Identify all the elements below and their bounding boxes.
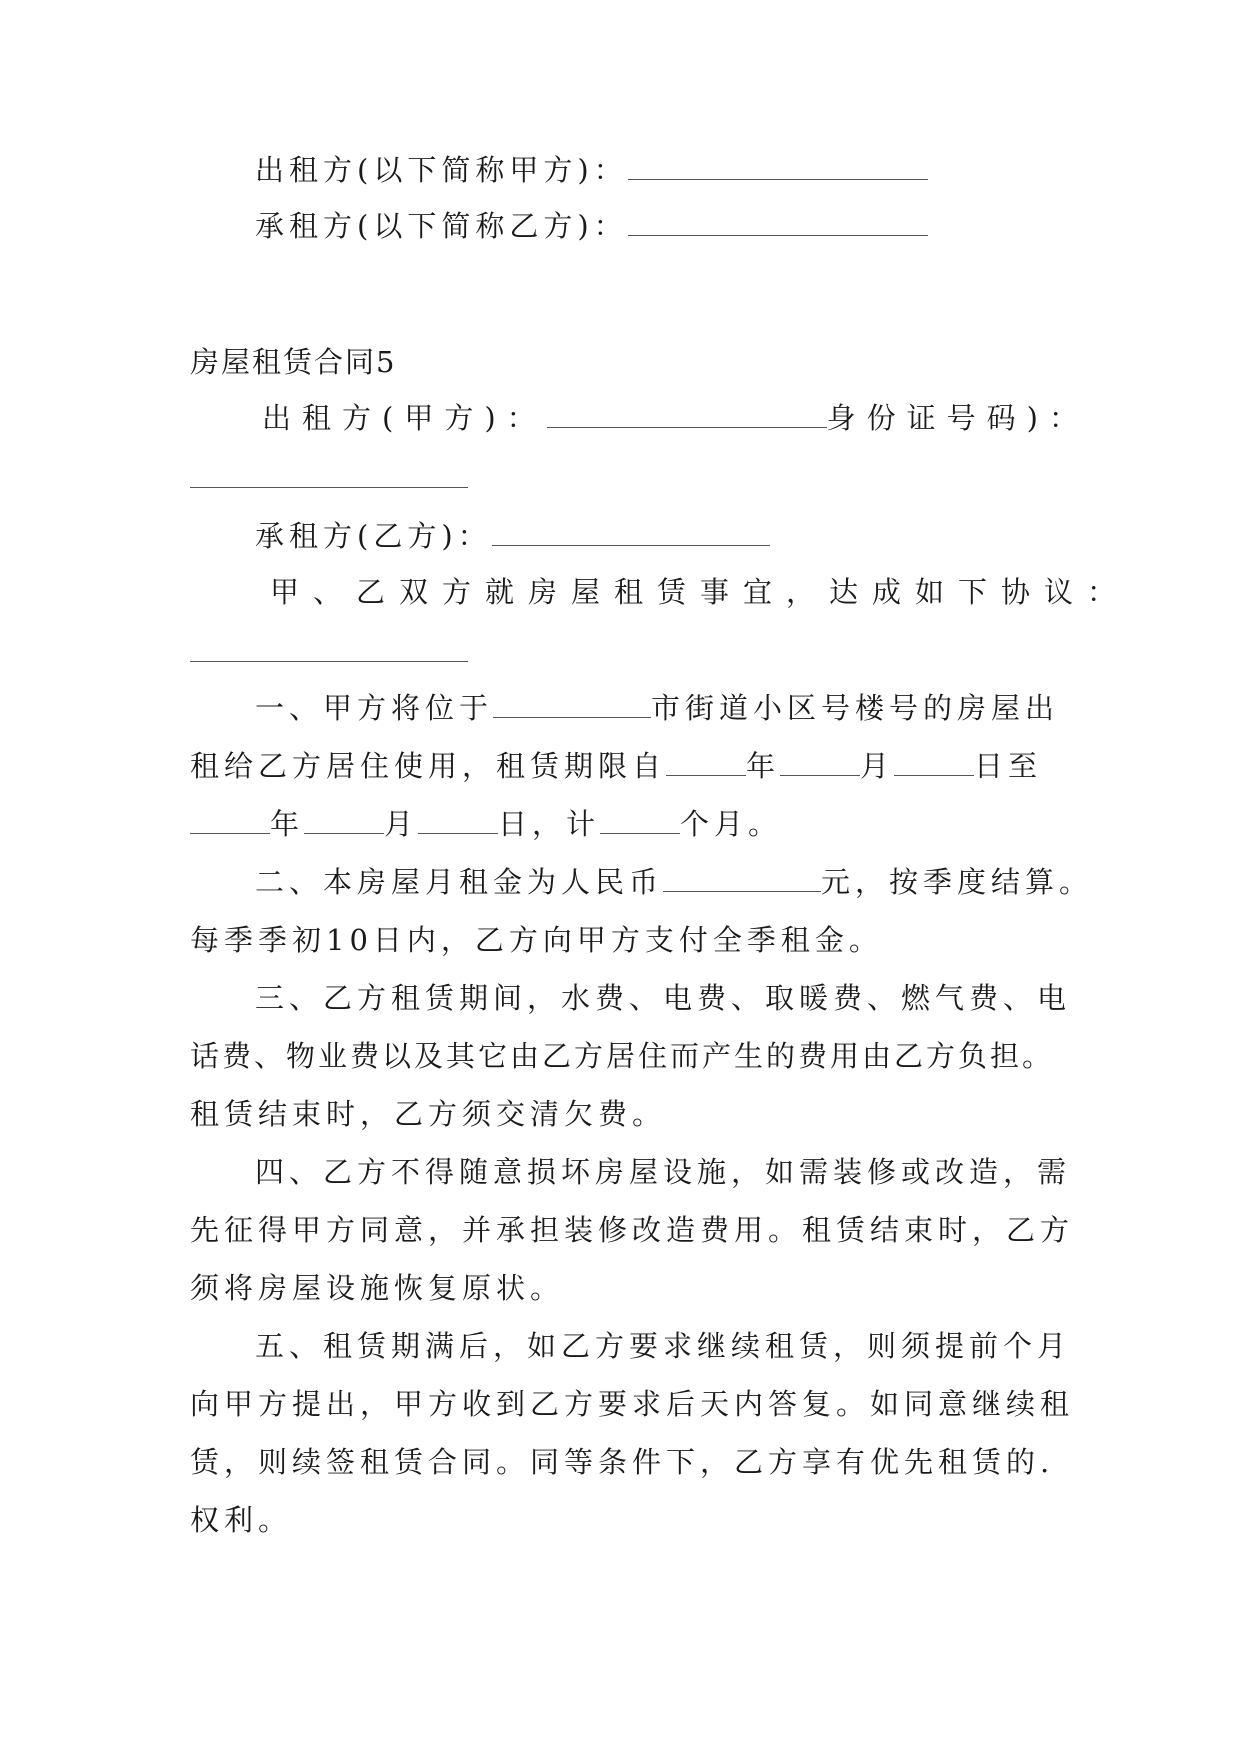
clause-1-text: 个月。 xyxy=(680,807,783,841)
clause-1-text: 月 xyxy=(384,807,419,841)
clause-5-line-1: 五、租赁期满后，如乙方要求继续租赁，则须提前个月 xyxy=(255,1329,1072,1363)
lessee-line xyxy=(255,206,928,246)
contract-title: 房屋租赁合同5 xyxy=(190,345,397,379)
party-a-label: 出租方(甲方)： xyxy=(262,401,547,435)
clause-5-line-4: 权利。 xyxy=(190,1503,293,1537)
clause-1-line-2 xyxy=(190,746,1042,786)
clause-3-line-1: 三、乙方租赁期间，水费、电费、取暖费、燃气费、电 xyxy=(255,981,1072,1015)
clause-4-line-2: 先征得甲方同意，并承担装修改造费用。租赁结束时，乙方 xyxy=(190,1213,1075,1247)
party-b-label: 承租方(乙方)： xyxy=(255,519,492,553)
clause-2-text: 元，按季度结算。 xyxy=(821,865,1094,899)
clause-1-text: 市街道小区号楼号的房屋出 xyxy=(651,691,1060,725)
clause-2-line-1 xyxy=(255,862,1093,902)
start-month-blank xyxy=(780,749,860,776)
clause-2-text: 二、本房屋月租金为人民币 xyxy=(255,865,664,899)
agreement-intro: 甲、乙双方就房屋租赁事宜，达成如下协议： xyxy=(270,575,1131,609)
end-year-blank xyxy=(190,807,270,834)
lessee-label: 承租方(以下简称乙方)： xyxy=(255,209,628,243)
id-number-label: 身份证号码)： xyxy=(826,401,1089,435)
start-day-blank xyxy=(894,749,974,776)
clause-1-line-3 xyxy=(190,804,782,844)
party-b-line xyxy=(255,516,770,556)
clause-4-line-1: 四、乙方不得随意损坏房屋设施，如需装修或改造，需 xyxy=(255,1155,1072,1189)
clause-3-line-3: 租赁结束时，乙方须交清欠费。 xyxy=(190,1097,667,1131)
clause-1-text: 日，计 xyxy=(498,807,601,841)
end-month-blank xyxy=(304,807,384,834)
clause-1-text: 一、甲方将位于 xyxy=(255,691,494,725)
clause-1-text: 月 xyxy=(860,749,895,783)
clause-5-line-3: 赁，则续签租赁合同。同等条件下，乙方享有优先租赁的. xyxy=(190,1445,1055,1479)
clause-3-line-2: 话费、物业费以及其它由乙方居住而产生的费用由乙方负担。 xyxy=(190,1039,1055,1073)
party-a-blank xyxy=(547,401,827,428)
agreement-blank xyxy=(190,635,468,662)
end-day-blank xyxy=(418,807,498,834)
clause-1-text: 租给乙方居住使用，租赁期限自 xyxy=(190,749,667,783)
id-number-blank xyxy=(190,461,468,488)
party-a-line xyxy=(262,398,1089,438)
clause-2-line-2: 每季季初10日内，乙方向甲方支付全季租金。 xyxy=(190,923,883,957)
clause-5-line-2: 向甲方提出，甲方收到乙方要求后天内答复。如同意继续租 xyxy=(190,1387,1075,1421)
clause-1-text: 年 xyxy=(270,807,305,841)
lessor-line xyxy=(255,150,928,190)
agreement-blank-line xyxy=(190,632,468,672)
lessor-label: 出租方(以下简称甲方)： xyxy=(255,153,628,187)
location-blank xyxy=(493,691,651,718)
clause-1-line-1 xyxy=(255,688,1059,728)
party-b-blank xyxy=(492,519,770,546)
clause-1-text: 日至 xyxy=(974,749,1043,783)
id-number-line xyxy=(190,458,468,498)
start-year-blank xyxy=(666,749,746,776)
clause-1-text: 年 xyxy=(746,749,781,783)
months-blank xyxy=(600,807,680,834)
clause-4-line-3: 须将房屋设施恢复原状。 xyxy=(190,1271,565,1305)
lessor-blank xyxy=(628,153,928,180)
lessee-blank xyxy=(628,209,928,236)
rent-amount-blank xyxy=(663,865,821,892)
